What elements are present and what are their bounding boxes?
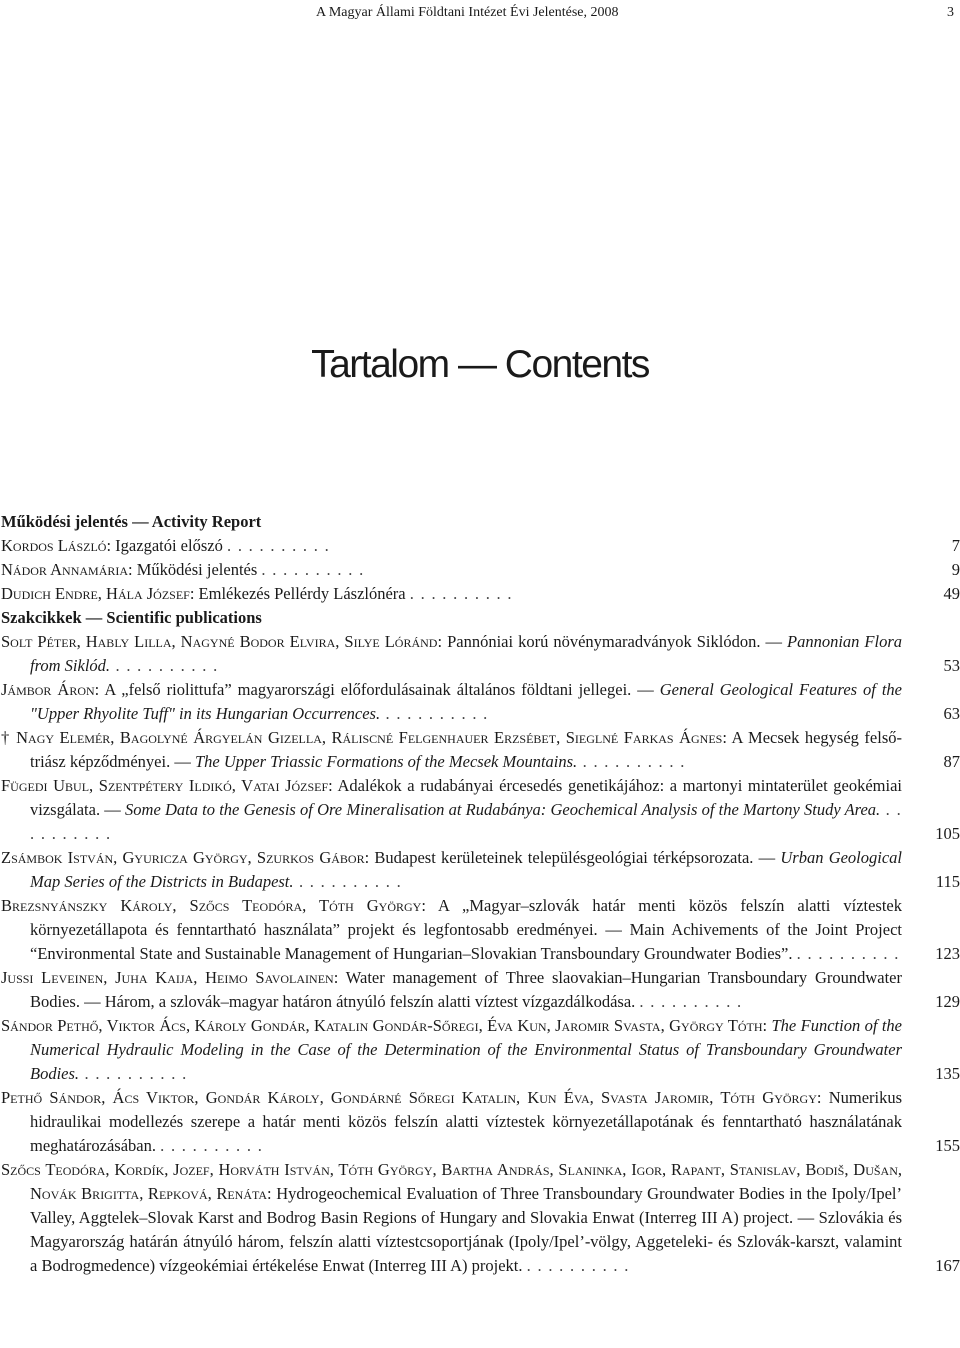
toc-entry[interactable] [0, 1014, 960, 1086]
page-number: 3 [947, 5, 954, 20]
entry-title: Hydrogeochemical Evaluation of Three Transboundary Groundwater Bodies in the Ipoly/Ipel’ Valley, Aggtelek–Slovak Karst and Bodrog Basin Regions of Hungary and Slovakia Enwat (Interreg III A) project. — Szlovákia és Magyarország határán átnyúló három, felszín alatti víztestcsoportjának (Ipoly/Ipel’-völgy, Aggeteleki- és Szlovák-karszt, valamint a Bodrogmedence) vízgeokémiai értékelése Enwat (Interreg III A) projekt. [30, 1184, 903, 1275]
entry-page-number: 7 [951, 536, 960, 555]
entry-english-title: The Upper Triassic Formations of the Mecsek Mountains. [194, 752, 578, 771]
leader-dots: . . . . . . . . . . [577, 752, 686, 771]
entry-title: Budapest kerületeinek településgeológiai térképsorozata. — [374, 848, 776, 867]
entry-authors: Szőcs Teodóra, Kordík, Jozef, Horváth István, Tóth György, Bartha András, Slaninka, Igor, Rapant, Stanislav, Bodiš, Dušan, Novák Brigitta, Repková, Renáta: [1, 1160, 902, 1203]
entry-title: Működési jelentés [136, 560, 258, 579]
entry-title: A Mecsek hegység felső-triász képződményei. — [30, 728, 903, 771]
toc-entry[interactable] [0, 630, 960, 678]
entry-authors: Dudich Endre, Hála József: [1, 584, 195, 603]
leader-dots: . . . . . . . . . . [261, 560, 365, 579]
toc-entry[interactable] [0, 966, 960, 1014]
toc-entry[interactable] [0, 534, 960, 558]
table-of-contents [0, 510, 960, 1278]
toc-entry[interactable] [0, 678, 960, 726]
entry-english-title: General Geological Features of the "Upper Rhyolite Tuff" in its Hungarian Occurrences. [30, 680, 903, 723]
entry-page-number: 123 [935, 944, 960, 963]
toc-entry[interactable] [0, 726, 960, 774]
entry-page-number: 53 [943, 656, 960, 675]
toc-entry[interactable] [0, 1086, 960, 1158]
leader-dots: . . . . . . . . . . [796, 944, 900, 963]
entry-english-title: Pannonian Flora from Siklód. [30, 632, 902, 675]
leader-dots: . . . . . . . . . . [380, 704, 489, 723]
leader-dots: . . . . . . . . . . [293, 872, 403, 891]
toc-entry[interactable] [0, 558, 960, 582]
entry-english-title: The Function of the Numerical Hydraulic Modeling in the Case of the Determination of the Environmental Status of Transboundary Groundwater Bodies. [30, 1016, 902, 1083]
leader-dots: . . . . . . . . . . [639, 992, 743, 1011]
leader-dots: . . . . . . . . . . [79, 1064, 188, 1083]
entry-english-title: Some Data to the Genesis of Ore Mineralisation at Rudabánya: Geochemical Analysis of the Martony Study Area. [125, 800, 881, 819]
entry-title: Water management of Three slaovakian–Hungarian Transboundary Groundwater Bodies. — Három, a szlovák–magyar határon átnyúló felszín alatti víztest vízgazdálkodása. [30, 968, 902, 1011]
entry-page-number: 9 [951, 560, 960, 579]
entry-page-number: 49 [943, 584, 960, 603]
toc-entry[interactable] [0, 1158, 960, 1278]
entry-title: A „felső riolittufa” magyarországi előfordulásainak általános földtani jellegei. — [104, 680, 654, 699]
entry-title: A „Magyar–szlovák határ menti közös felszín alatti víztestek környezetállapota és fenntartható használata” projekt és legfontosabb eredményei. — Main Achivements of the Joint Project “Environmental State and Sustainable Management of Hungarian–Slovakian Transboundary Groundwater Bodies”. [30, 896, 902, 963]
toc-entry[interactable] [0, 894, 960, 966]
leader-dots: . . . . . . . . . . [30, 800, 903, 843]
entry-authors: Sándor Pethő, Viktor Ács, Károly Gondár, Katalin Gondár-Sőregi, Éva Kun, Jaromir Svasta, György Tóth: [1, 1016, 768, 1035]
entry-title: Numerikus hidraulikai modellezés szerepe a határ menti közös felszín alatti víztestek környezetállapotának és fenntartható használatának meghatározásában. [30, 1088, 903, 1155]
leader-dots: . . . . . . . . . . [226, 536, 331, 555]
entry-title: Adalékok a rudabányai ércesedés genetikájához: a martonyi mintaterület geokémiai vizsgálata. — [30, 776, 902, 819]
entry-authors: Kordos László: [1, 536, 112, 555]
entry-title: Emlékezés Pellérdy Lászlónéra [198, 584, 406, 603]
entry-title: Pannóniai korú növénymaradványok Siklódon. — [447, 632, 782, 651]
entry-authors: Nádor Annamária: [1, 560, 133, 579]
entry-authors: Pethő Sándor, Ács Viktor, Gondár Károly, Gondárné Sőregi Katalin, Kun Éva, Svasta Jaromir, Tóth György: [1, 1088, 822, 1107]
contents-title: Tartalom — Contents [311, 343, 649, 386]
toc-entry[interactable] [0, 774, 960, 846]
entry-english-title: Urban Geological Map Series of the Districts in Budapest. [30, 848, 903, 891]
entry-page-number: 129 [935, 992, 960, 1011]
toc-entry[interactable] [0, 846, 960, 894]
entry-title: Igazgatói előszó [115, 536, 223, 555]
entry-authors: Solt Péter, Hably Lilla, Nagyné Bodor Elvira, Silye Lóránd: [1, 632, 443, 651]
leader-dots: . . . . . . . . . . [160, 1136, 264, 1155]
leader-dots: . . . . . . . . . . [110, 656, 219, 675]
entry-page-number: 155 [935, 1136, 960, 1155]
journal-title: A Magyar Állami Földtani Intézet Évi Jelentése, 2008 [316, 5, 619, 20]
entry-page-number: 167 [935, 1256, 960, 1275]
section-heading: Működési jelentés — Activity Report [1, 512, 262, 531]
entry-page-number: 63 [943, 704, 960, 723]
toc-entry[interactable] [0, 582, 960, 606]
entry-authors: Jussi Leveinen, Juha Kaija, Heimo Savolainen: [1, 968, 339, 987]
leader-dots: . . . . . . . . . . [409, 584, 513, 603]
leader-dots: . . . . . . . . . . [526, 1256, 630, 1275]
entry-page-number: 135 [935, 1064, 960, 1083]
entry-authors: Zsámbok István, Gyuricza György, Szurkos Gábor: [1, 848, 370, 867]
entry-authors: Brezsnyánszky Károly, Szőcs Teodóra, Tóth György: [1, 896, 426, 915]
entry-page-number: 115 [935, 872, 960, 891]
entry-page-number: 87 [943, 752, 960, 771]
entry-authors: Fügedi Ubul, Szentpétery Ildikó, Vatai József: [1, 776, 333, 795]
entry-authors: † Nagy Elemér, Bagolyné Árgyelán Gizella, Ráliscné Felgenhauer Erzsébet, Sieglné Farkas Ágnes: [1, 728, 727, 747]
entry-authors: Jámbor Áron: [1, 680, 100, 699]
section-heading: Szakcikkek — Scientific publications [1, 608, 262, 627]
entry-page-number: 105 [935, 824, 960, 843]
